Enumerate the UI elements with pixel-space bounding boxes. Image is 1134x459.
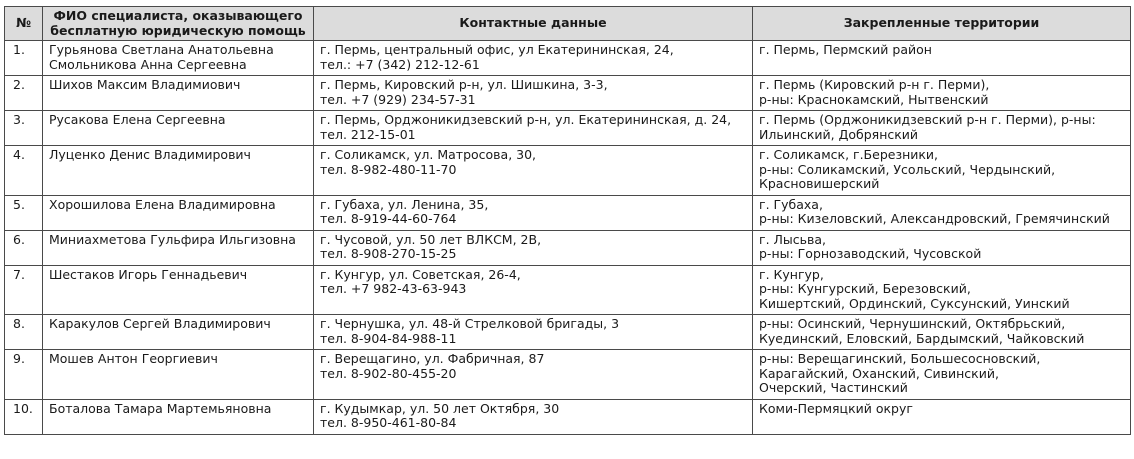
contact-line: г. Пермь, центральный офис, ул Екатерининская, 24, — [320, 42, 674, 57]
row-number: 7. — [5, 265, 43, 315]
contact-line: тел. 212-15-01 — [320, 126, 416, 142]
contact-line: тел. 8-908-270-15-25 — [320, 246, 457, 261]
table-row — [5, 350, 1131, 400]
row-number: 4. — [5, 146, 43, 196]
territory-line: г. Пермь (Кировский р-н г. Перми), — [759, 77, 990, 92]
contact-cell — [314, 230, 753, 265]
contact-line: тел. +7 982-43-63-943 — [320, 281, 467, 296]
territory-cell — [753, 265, 1131, 315]
specialist-name: Гурьянова Светлана Анатольевна — [49, 42, 274, 57]
territory-cell — [753, 146, 1131, 196]
specialist-name-cell — [43, 76, 314, 111]
territory-line: г. Соликамск, г.Березники, — [759, 147, 939, 162]
row-number: 6. — [5, 230, 43, 265]
territory-line: Карагайский, Оханский, Сивинский, — [759, 365, 999, 381]
specialists-table — [4, 6, 1131, 435]
table-row — [5, 111, 1131, 146]
territory-line: р-ны: Горнозаводский, Чусовской — [759, 246, 982, 261]
contact-cell — [314, 315, 753, 350]
territory-cell — [753, 399, 1131, 434]
specialist-name: Шихов Максим Владимиович — [49, 77, 241, 92]
table-row — [5, 230, 1131, 265]
territory-cell — [753, 350, 1131, 400]
header-number: № — [5, 7, 43, 41]
specialist-name-cell — [43, 350, 314, 400]
territory-line: р-ны: Осинский, Чернушинский, Октябрьский, — [759, 316, 1066, 331]
contact-line: тел. 8-919-44-60-764 — [320, 211, 457, 226]
contact-line: г. Чернушка, ул. 48-й Стрелковой бригады, 3 — [320, 316, 620, 331]
specialist-name: Боталова Тамара Мартемьяновна — [49, 400, 272, 416]
specialist-name-cell — [43, 315, 314, 350]
specialist-name: Шестаков Игорь Геннадьевич — [49, 266, 248, 282]
header-row — [5, 7, 1131, 41]
specialist-name: Русакова Елена Сергеевна — [49, 112, 226, 127]
territory-line: г. Лысьва, — [759, 231, 827, 247]
specialist-name-cell — [43, 399, 314, 434]
territory-line: Красновишерский — [759, 176, 880, 191]
table-body — [5, 41, 1131, 435]
specialist-name-cell — [43, 111, 314, 146]
table-header — [5, 7, 1131, 41]
territory-line: г. Пермь, Пермский район — [759, 42, 932, 57]
contact-line: тел. 8-904-84-988-11 — [320, 330, 457, 346]
territory-line: г. Пермь (Орджоникидзевский р-н г. Перми), р-ны: — [759, 112, 1096, 127]
territory-cell — [753, 76, 1131, 111]
row-number: 9. — [5, 350, 43, 400]
territory-line: р-ны: Кунгурский, Березовский, — [759, 281, 971, 296]
specialist-name-cell — [43, 230, 314, 265]
territory-line: р-ны: Кизеловский, Александровский, Гремячинский — [759, 211, 1110, 226]
contact-line: г. Чусовой, ул. 50 лет ВЛКСМ, 2В, — [320, 231, 542, 247]
header-contact-details: Контактные данные — [314, 7, 753, 41]
contact-cell — [314, 195, 753, 230]
contact-line: г. Кудымкар, ул. 50 лет Октября, 30 — [320, 400, 560, 416]
territory-cell — [753, 315, 1131, 350]
row-number: 5. — [5, 195, 43, 230]
territory-line: Куединский, Еловский, Бардымский, Чайковский — [759, 330, 1085, 346]
table-row — [5, 265, 1131, 315]
contact-line: тел. 8-950-461-80-84 — [320, 415, 457, 430]
specialist-name-cell — [43, 146, 314, 196]
row-number: 10. — [5, 399, 43, 434]
territory-line: г. Губаха, — [759, 196, 823, 212]
contact-line: тел. +7 (929) 234-57-31 — [320, 91, 476, 107]
table-row — [5, 195, 1131, 230]
header-specialist-name: ФИО специалиста, оказывающего бесплатную юридическую помощь — [43, 7, 314, 41]
table-row — [5, 399, 1131, 434]
specialist-name: Луценко Денис Владимирович — [49, 147, 251, 162]
contact-line: г. Пермь, Орджоникидзевский р-н, ул. Екатерининская, д. 24, — [320, 112, 732, 127]
row-number: 2. — [5, 76, 43, 111]
territory-cell — [753, 195, 1131, 230]
contact-cell — [314, 111, 753, 146]
territory-line: р-ны: Верещагинский, Большесосновский, — [759, 351, 1041, 366]
contact-cell — [314, 41, 753, 76]
territory-line: Кишертский, Ординский, Суксунский, Уинский — [759, 295, 1070, 311]
contact-line: г. Верещагино, ул. Фабричная, 87 — [320, 351, 545, 366]
specialist-name: Каракулов Сергей Владимирович — [49, 316, 271, 331]
contact-line: тел.: +7 (342) 212-12-61 — [320, 56, 480, 72]
specialist-name: Хорошилова Елена Владимировна — [49, 196, 276, 212]
territory-cell — [753, 41, 1131, 76]
specialist-name-cell — [43, 41, 314, 76]
contact-cell — [314, 146, 753, 196]
territory-line: Очерский, Частинский — [759, 380, 908, 395]
contact-cell — [314, 350, 753, 400]
contact-line: г. Пермь, Кировский р-н, ул. Шишкина, 3-3, — [320, 77, 608, 92]
contact-line: тел. 8-982-480-11-70 — [320, 161, 457, 177]
contact-line: г. Губаха, ул. Ленина, 35, — [320, 196, 489, 212]
territory-cell — [753, 230, 1131, 265]
table-row — [5, 41, 1131, 76]
territory-line: р-ны: Краснокамский, Нытвенский — [759, 91, 989, 107]
table-row — [5, 315, 1131, 350]
row-number: 3. — [5, 111, 43, 146]
contact-cell — [314, 399, 753, 434]
territory-line: Коми-Пермяцкий округ — [759, 400, 913, 416]
table-row — [5, 76, 1131, 111]
contact-cell — [314, 76, 753, 111]
territory-cell — [753, 111, 1131, 146]
contact-line: тел. 8-902-80-455-20 — [320, 365, 457, 381]
specialist-name-cell — [43, 195, 314, 230]
specialist-name: Смольникова Анна Сергеевна — [49, 56, 247, 72]
contact-line: г. Кунгур, ул. Советская, 26-4, — [320, 266, 521, 282]
specialist-name: Мошев Антон Георгиевич — [49, 351, 218, 366]
contact-cell — [314, 265, 753, 315]
specialist-name-cell — [43, 265, 314, 315]
territory-line: р-ны: Соликамский, Усольский, Чердынский, — [759, 161, 1056, 177]
territory-line: г. Кунгур, — [759, 266, 824, 282]
contact-line: г. Соликамск, ул. Матросова, 30, — [320, 147, 537, 162]
row-number: 1. — [5, 41, 43, 76]
header-assigned-territories: Закрепленные территории — [753, 7, 1131, 41]
table-row — [5, 146, 1131, 196]
territory-line: Ильинский, Добрянский — [759, 126, 919, 142]
row-number: 8. — [5, 315, 43, 350]
specialist-name: Миниахметова Гульфира Ильгизовна — [49, 231, 296, 247]
